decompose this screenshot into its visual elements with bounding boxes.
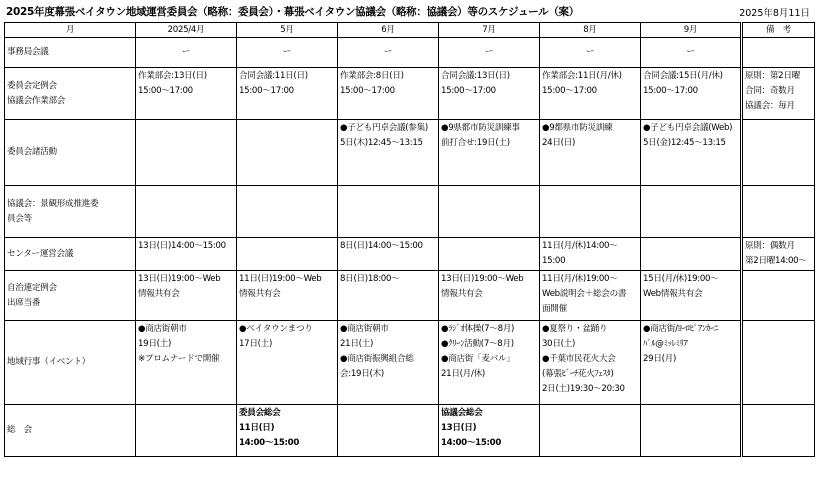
remarks-line: 合同：奇数月: [745, 86, 795, 96]
row-label-line: 出席当番: [7, 297, 41, 308]
row-label: [5, 38, 136, 68]
cell-jul: [439, 68, 540, 120]
cell-line: 24日(日): [542, 138, 576, 148]
row-label-line: センター運営会議: [7, 248, 74, 259]
cell-jul: [439, 38, 540, 68]
cell-line: 委員会総会: [239, 408, 281, 418]
cell-line: 21日(土): [340, 339, 374, 349]
cell-line: 13日(日): [441, 423, 477, 433]
cell-line: ー: [484, 47, 494, 57]
cell-may: [237, 38, 338, 68]
cell-sep: [641, 238, 742, 271]
cell-line: 11日(月/休)19:00～: [542, 274, 618, 284]
cell-line: 15:00～17:00: [441, 86, 496, 96]
cell-sep: [641, 405, 742, 457]
month-header-apr: 2025/4月: [136, 23, 237, 38]
row-label-line: 地域行事（イベント）: [7, 357, 90, 367]
cell-jun: [338, 238, 439, 271]
row-council-landscape: [5, 186, 815, 238]
cell-apr: [136, 120, 237, 186]
cell-sep: [641, 68, 742, 120]
row-label: [5, 271, 136, 321]
cell-line: ー: [383, 47, 393, 57]
remarks-cell: [742, 238, 815, 271]
cell-line: 合同会議:13日(日): [441, 71, 510, 81]
cell-may: [237, 271, 338, 321]
cell-line: ●9都県市防災訓練: [542, 123, 613, 133]
cell-aug: [540, 238, 641, 271]
cell-line: 合同会議:11日(日): [239, 71, 308, 81]
remarks-line: 第2日曜14:00～: [745, 256, 807, 266]
cell-line: ●夏祭り・盆踊り: [542, 324, 608, 334]
row-label-line: 協議会：景観形成推進委: [7, 198, 99, 209]
remarks-cell: [742, 120, 815, 186]
cell-line: Web情報共有会: [643, 289, 703, 299]
cell-line: ー: [181, 47, 191, 57]
row-label: [5, 186, 136, 238]
header-row: [5, 23, 815, 38]
remarks-cell: [742, 186, 815, 238]
row-general-assembly: [5, 405, 815, 457]
cell-aug: [540, 120, 641, 186]
document-date: 2025年8月11日: [739, 8, 810, 19]
cell-line: 会:19日(木): [340, 369, 384, 379]
remarks-cell: [742, 405, 815, 457]
cell-line: 17日(土): [239, 339, 273, 349]
month-header-aug: 8月: [540, 23, 641, 38]
cell-aug: [540, 186, 641, 238]
page-title: 2025年度幕張ベイタウン地域運営委員会（略称：委員会）・幕張ベイタウン協議会（略称：協議会）等のスケジュール（案）: [6, 6, 579, 18]
month-header-jun: 6月: [338, 23, 439, 38]
cell-line: 29日(月): [643, 354, 677, 364]
cell-line: 11日(日): [239, 423, 275, 433]
cell-line: 14:00～15:00: [441, 438, 502, 448]
cell-line: ー: [282, 47, 292, 57]
row-label: [5, 68, 136, 120]
row-label: [5, 238, 136, 271]
schedule-table: [4, 22, 815, 457]
cell-sep: [641, 271, 742, 321]
cell-jun: [338, 38, 439, 68]
cell-line: 面開催: [542, 304, 567, 314]
cell-may: [237, 321, 338, 405]
cell-apr: [136, 186, 237, 238]
cell-line: 15:00: [542, 256, 566, 266]
cell-line: ﾊﾞﾙ@ﾐｯﾚﾐﾘｱ: [643, 339, 688, 349]
month-header: 月: [5, 23, 136, 38]
cell-aug: [540, 68, 641, 120]
row-label-line: 総 会: [7, 425, 32, 435]
cell-line: 作業部会:13日(日): [138, 71, 207, 81]
cell-line: 協議会総会: [441, 408, 483, 418]
cell-jun: [338, 321, 439, 405]
row-label-line: 委員会定例会: [7, 80, 57, 91]
cell-line: 15:00～17:00: [542, 86, 597, 96]
cell-line: 15:00～17:00: [340, 86, 395, 96]
cell-line: 21日(月/休): [441, 369, 485, 379]
cell-jun: [338, 186, 439, 238]
row-label: [5, 120, 136, 186]
remarks-cell: [742, 68, 815, 120]
cell-jul: [439, 321, 540, 405]
cell-jul: [439, 405, 540, 457]
cell-may: [237, 186, 338, 238]
cell-line: 14:00～15:00: [239, 438, 300, 448]
cell-line: 情報共有会: [441, 289, 483, 299]
cell-line: 合同会議:15日(月/休): [643, 71, 723, 81]
cell-jun: [338, 120, 439, 186]
month-header-sep: 9月: [641, 23, 742, 38]
month-header-may: 5月: [237, 23, 338, 38]
cell-line: 作業部会:8日(日): [340, 71, 404, 81]
remarks-line: 原則：第2日曜: [745, 71, 800, 81]
cell-line: 8日(日)14:00～15:00: [340, 241, 423, 251]
row-label: [5, 321, 136, 405]
cell-line: ●商店街朝市: [340, 324, 389, 334]
cell-line: ー: [686, 47, 695, 57]
cell-line: ●ベイタウンまつり: [239, 324, 313, 334]
cell-apr: [136, 405, 237, 457]
cell-line: ー: [585, 47, 595, 57]
row-committee-activities: [5, 120, 815, 186]
cell-line: 15日(月/休)19:00～: [643, 274, 719, 284]
cell-line: 作業部会:11日(月/休): [542, 71, 622, 81]
remarks-line: 協議会：毎月: [745, 101, 795, 111]
cell-line: 2日(土)19:30～20:30: [542, 384, 625, 394]
cell-jul: [439, 271, 540, 321]
cell-sep: [641, 120, 742, 186]
cell-line: 15:00～17:00: [239, 86, 294, 96]
cell-line: 5日(金)12:45～13:15: [643, 138, 726, 148]
cell-sep: [641, 38, 742, 68]
cell-line: 13日(日)19:00～Web: [441, 274, 524, 284]
cell-line: 13日(日)14:00～15:00: [138, 241, 226, 251]
cell-aug: [540, 271, 641, 321]
cell-line: 13日(日)19:00～Web: [138, 274, 221, 284]
cell-line: ●子ども円卓会議(Web): [643, 123, 733, 133]
cell-line: 15:00～17:00: [643, 86, 698, 96]
cell-may: [237, 68, 338, 120]
cell-jul: [439, 186, 540, 238]
cell-line: ●商店街振興組合総: [340, 354, 414, 364]
cell-line: 5日(木)12:45～13:15: [340, 138, 423, 148]
cell-line: ※プロムナードで開催: [138, 354, 220, 364]
cell-may: [237, 405, 338, 457]
cell-line: 情報共有会: [138, 289, 180, 299]
row-label-line: 委員会諸活動: [7, 147, 57, 157]
cell-line: Web説明会＋総会の書: [542, 289, 627, 299]
remarks-header: 備 考: [742, 23, 815, 38]
cell-line: 情報共有会: [239, 289, 281, 299]
remarks-cell: [742, 321, 815, 405]
month-header-jul: 7月: [439, 23, 540, 38]
cell-line: ●ｸﾘｰﾝ活動(7～8月): [441, 339, 514, 349]
cell-line: (幕張ﾋﾞｰﾁ花火ﾌｪｽﾀ): [542, 369, 614, 379]
cell-sep: [641, 321, 742, 405]
cell-line: ●ﾗｼﾞｵ体操(7～8月): [441, 324, 515, 334]
row-label-line: 事務局会議: [7, 47, 49, 57]
row-label-line: 協議会作業部会: [7, 95, 66, 106]
cell-jun: [338, 405, 439, 457]
row-label: [5, 405, 136, 457]
cell-jun: [338, 68, 439, 120]
cell-apr: [136, 238, 237, 271]
remarks-cell: [742, 271, 815, 321]
cell-jul: [439, 120, 540, 186]
cell-aug: [540, 405, 641, 457]
cell-may: [237, 120, 338, 186]
cell-may: [237, 238, 338, 271]
cell-aug: [540, 38, 641, 68]
cell-sep: [641, 186, 742, 238]
cell-aug: [540, 321, 641, 405]
cell-line: 15:00～17:00: [138, 86, 193, 96]
cell-line: 30日(土): [542, 339, 576, 349]
cell-line: 11日(月/休)14:00～: [542, 241, 618, 251]
cell-line: ●商店街朝市: [138, 324, 187, 334]
cell-line: ●商店街/ﾖｰﾛﾋﾟｱﾝｶｰﾆ: [643, 324, 718, 334]
row-label-line: 自治連定例会: [7, 282, 57, 293]
cell-apr: [136, 68, 237, 120]
row-regular-meeting: [5, 68, 815, 120]
cell-line: ●商店街「麦バル」: [441, 354, 515, 364]
row-center-meeting: [5, 238, 815, 271]
cell-line: ●9県都市防災訓練事: [441, 123, 520, 133]
remarks-line: 原則：偶数月: [745, 241, 795, 251]
row-label-line: 員会等: [7, 213, 32, 224]
cell-line: ●子ども円卓会議(参集): [340, 123, 428, 133]
cell-line: ●千葉市民花火大会: [542, 354, 616, 364]
cell-line: 11日(日)19:00～Web: [239, 274, 322, 284]
cell-apr: [136, 38, 237, 68]
cell-line: 前打合せ:19日(土): [441, 138, 510, 148]
remarks-cell: [742, 38, 815, 68]
cell-apr: [136, 321, 237, 405]
row-federation-meeting: [5, 271, 815, 321]
cell-jun: [338, 271, 439, 321]
row-office-meeting: [5, 38, 815, 68]
cell-line: 19日(土): [138, 339, 172, 349]
cell-line: 8日(日)18:00～: [340, 274, 400, 284]
cell-apr: [136, 271, 237, 321]
row-local-events: [5, 321, 815, 405]
cell-jul: [439, 238, 540, 271]
